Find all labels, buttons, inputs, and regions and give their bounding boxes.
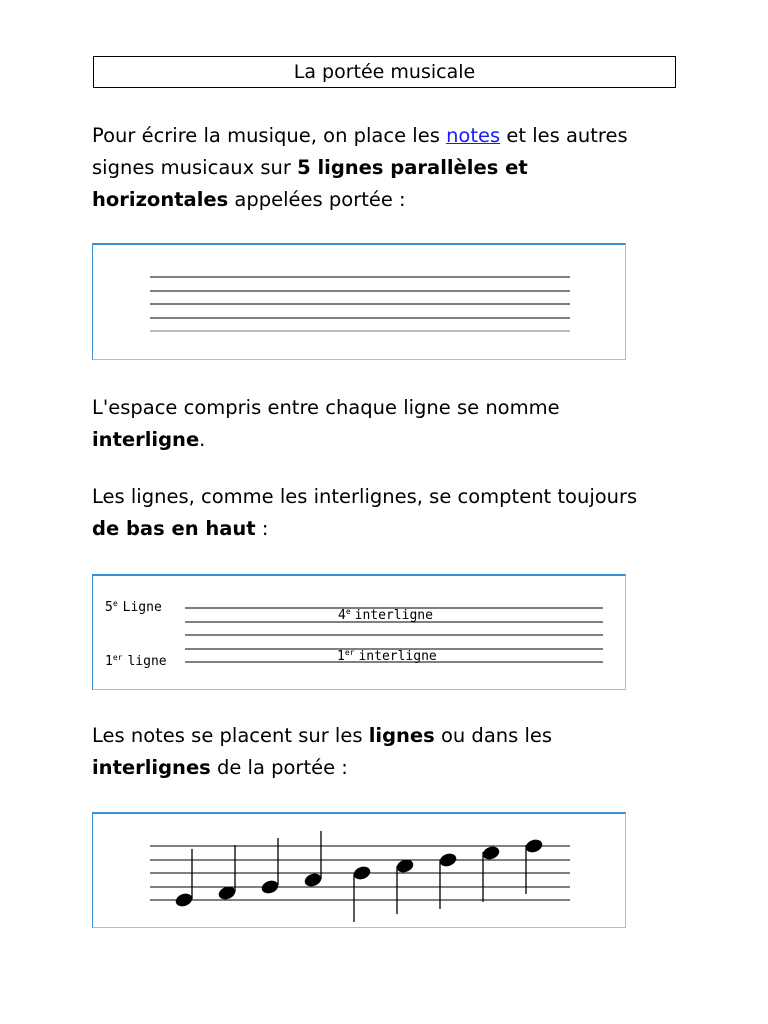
- paragraph4-part3: de la portée :: [210, 756, 348, 779]
- paragraph1-part2: et les autres signes musicaux sur: [92, 124, 628, 179]
- note-head: [174, 891, 194, 908]
- paragraph3-part2: :: [255, 517, 269, 540]
- notes-staff: [93, 814, 625, 927]
- label-5th-line: 5e Ligne: [105, 599, 162, 615]
- note-head: [524, 837, 544, 854]
- paragraph1-part3: appelées portée :: [228, 188, 406, 211]
- note-head: [481, 844, 501, 861]
- paragraph2-part1: L'espace compris entre chaque ligne se nomme: [92, 396, 560, 419]
- note-head: [352, 864, 372, 881]
- notes-staff-figure: [92, 812, 626, 928]
- page-title: La portée musicale: [93, 56, 676, 88]
- notes-link[interactable]: notes: [446, 124, 501, 147]
- paragraph-notes-placement: [92, 720, 652, 784]
- paragraph-counting: [92, 481, 652, 545]
- paragraph1-bold: 5 lignes parallèles et horizontales: [92, 156, 528, 211]
- paragraph4-bold2: interlignes: [92, 756, 211, 779]
- paragraph2-part2: .: [199, 428, 206, 451]
- empty-staff: [93, 245, 625, 359]
- paragraph-interligne: [92, 392, 652, 456]
- empty-staff-figure: [92, 243, 626, 360]
- paragraph-staff-definition: [92, 120, 652, 216]
- paragraph1-part1: Pour écrire la musique, on place les: [92, 124, 447, 147]
- note-head: [438, 851, 458, 868]
- label-1st-line: 1er ligne: [105, 653, 167, 669]
- labelled-staff-figure: [92, 574, 626, 690]
- paragraph3-part1: Les lignes, comme les interlignes, se comptent toujours: [92, 485, 638, 508]
- label-4th-space: 4e interligne: [338, 607, 433, 623]
- note-head: [260, 878, 280, 895]
- labelled-staff: [93, 576, 625, 689]
- paragraph4-bold1: lignes: [368, 724, 435, 747]
- label-1st-space: 1er interligne: [337, 648, 437, 664]
- paragraph2-bold: interligne: [92, 428, 200, 451]
- paragraph4-part1: Les notes se placent sur les: [92, 724, 369, 747]
- paragraph3-bold: de bas en haut: [92, 517, 256, 540]
- paragraph4-part2: ou dans les: [434, 724, 553, 747]
- note-head: [303, 871, 323, 888]
